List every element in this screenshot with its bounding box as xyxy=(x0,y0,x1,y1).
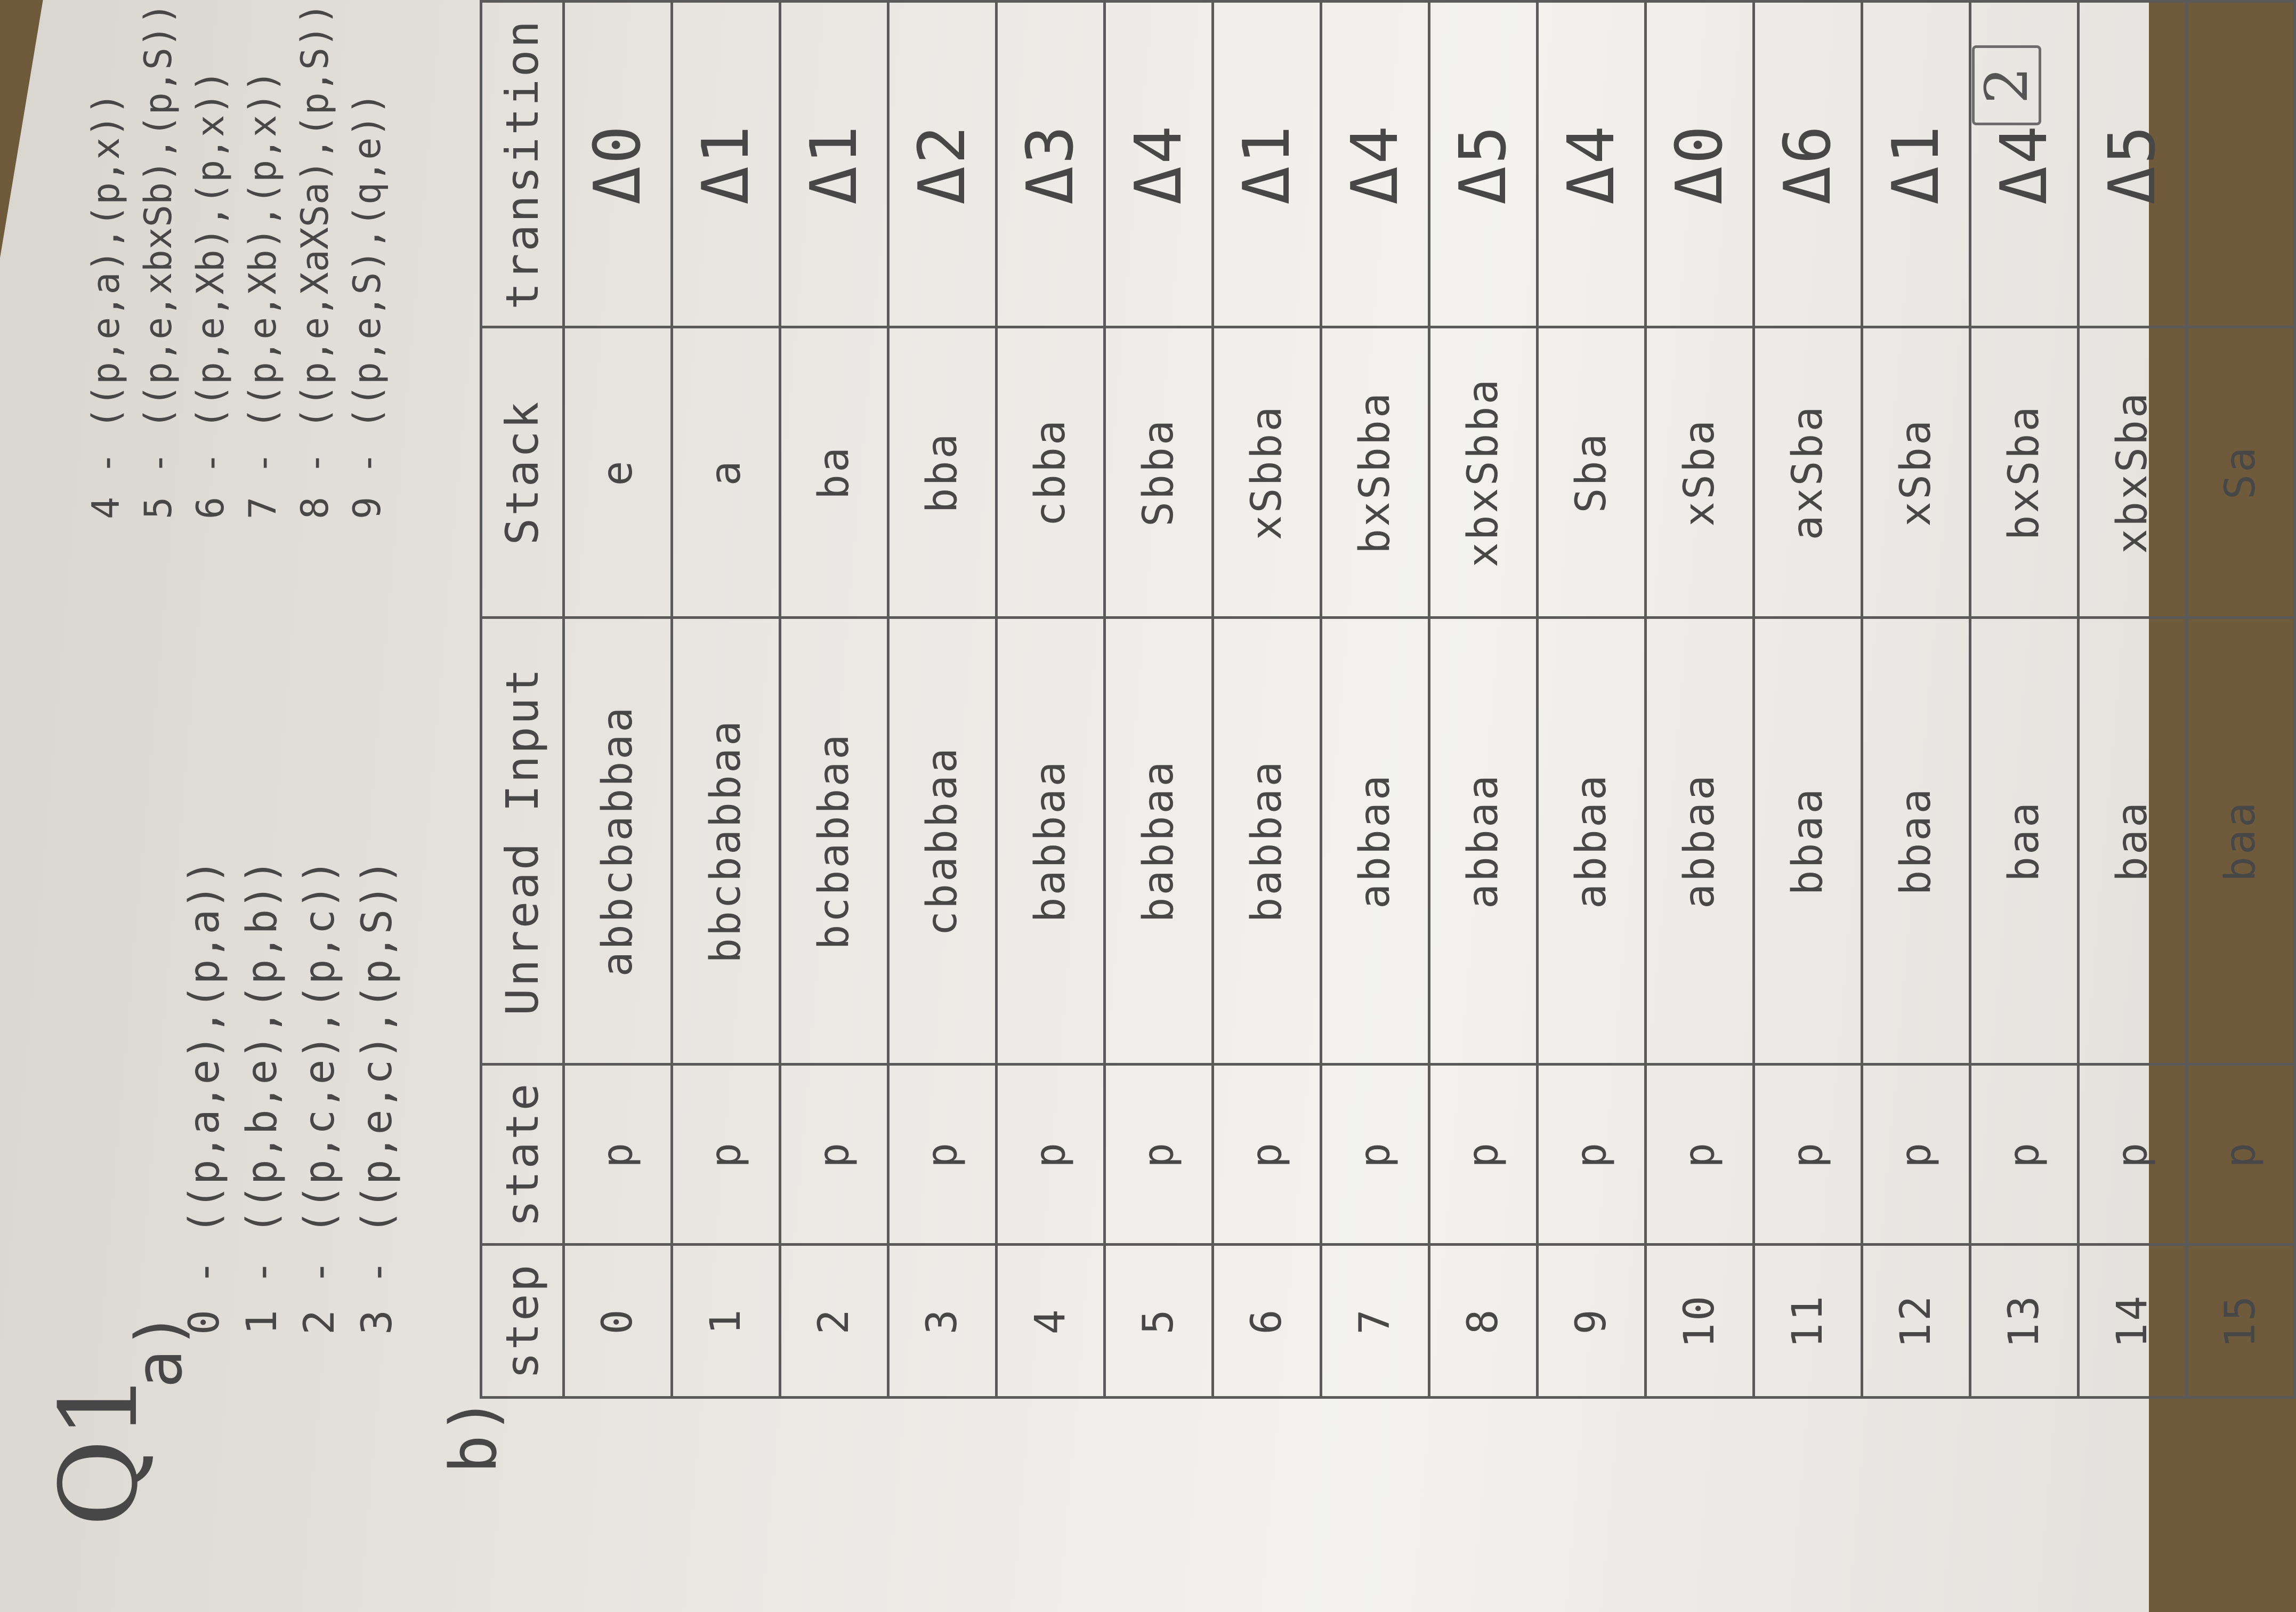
part-a-label: a) xyxy=(123,1311,197,1388)
cell-stack: Sa xyxy=(2187,327,2295,618)
rule: 1 - ((p,b,e),(p,b)) xyxy=(238,859,286,1335)
cell-transition: Δ0 xyxy=(1646,2,1754,327)
cell-step: 9 xyxy=(1538,1244,1646,1397)
cell-stack: xSbba xyxy=(1213,327,1321,618)
cell-unread-input: baa xyxy=(2079,618,2187,1065)
cell-transition: Δ2 xyxy=(888,2,997,327)
cell-stack: ba xyxy=(780,327,888,618)
question-label: Q1 xyxy=(37,1371,161,1527)
cell-stack: e xyxy=(564,327,672,618)
table-row xyxy=(780,2,888,1398)
table-body xyxy=(564,2,2295,1398)
table-row xyxy=(2187,2,2295,1398)
cell-state: p xyxy=(1754,1064,1862,1244)
cell-transition: Δ1 xyxy=(672,2,780,327)
cell-stack: bxSbba xyxy=(1321,327,1429,618)
header-state: state xyxy=(481,1064,564,1244)
pda-trace-table xyxy=(480,0,2296,1399)
cell-unread-input: bbaa xyxy=(1862,618,1970,1065)
rule: 8 - ((p,e,XaXSa),(p,S)) xyxy=(293,2,337,519)
cell-unread-input: cbabbaa xyxy=(888,618,997,1065)
cell-unread-input: babbaa xyxy=(997,618,1105,1065)
cell-step: 13 xyxy=(1970,1244,2079,1397)
cell-transition: Δ5 xyxy=(2079,2,2187,327)
cell-unread-input: abbaa xyxy=(1538,618,1646,1065)
rule: 2 - ((p,c,e),(p,c)) xyxy=(296,859,344,1335)
cell-state: p xyxy=(888,1064,997,1244)
transition-rules-right xyxy=(80,3,393,519)
cell-step: 14 xyxy=(2079,1244,2187,1397)
cell-stack: axSba xyxy=(1754,327,1862,618)
cell-stack: cbba xyxy=(997,327,1105,618)
cell-transition: Δ6 xyxy=(1754,2,1862,327)
cell-step: 6 xyxy=(1213,1244,1321,1397)
cell-unread-input: abbcbabbaa xyxy=(564,618,672,1065)
table-row xyxy=(564,2,672,1398)
cell-unread-input: bbaa xyxy=(1754,618,1862,1065)
cell-step: 3 xyxy=(888,1244,997,1397)
table-row xyxy=(1429,2,1538,1398)
cell-state: p xyxy=(780,1064,888,1244)
cell-transition: Δ5 xyxy=(1429,2,1538,327)
table-row xyxy=(1862,2,1970,1398)
cell-state: p xyxy=(2187,1064,2295,1244)
cell-transition: Δ4 xyxy=(1538,2,1646,327)
cell-state: p xyxy=(1538,1064,1646,1244)
cell-step: 5 xyxy=(1105,1244,1213,1397)
rule: 9 - ((p,e,S),(q,e)) xyxy=(345,92,389,519)
rule: 6 - ((p,e,Xb),(p,x)) xyxy=(189,70,232,519)
cell-transition: Δ1 xyxy=(1213,2,1321,327)
table-row xyxy=(997,2,1105,1398)
cell-stack: a xyxy=(672,327,780,618)
rule: 5 - ((p,e,xbxSb),(p,S)) xyxy=(136,2,180,519)
cell-stack: xbxSbba xyxy=(1429,327,1538,618)
cell-transition: Δ1 xyxy=(780,2,888,327)
cell-stack: Sba xyxy=(1538,327,1646,618)
cell-step: 8 xyxy=(1429,1244,1538,1397)
cell-state: p xyxy=(564,1064,672,1244)
cell-stack: bba xyxy=(888,327,997,618)
cell-stack: bxSba xyxy=(1970,327,2079,618)
table-row xyxy=(1213,2,1321,1398)
rule: 4 - ((p,e,a),(p,x)) xyxy=(84,92,128,519)
cell-unread-input: babbaa xyxy=(1105,618,1213,1065)
cell-transition xyxy=(2187,2,2295,327)
cell-step: 11 xyxy=(1754,1244,1862,1397)
cell-step: 15 xyxy=(2187,1244,2295,1397)
cell-unread-input: abbaa xyxy=(1429,618,1538,1065)
cell-stack: xSba xyxy=(1646,327,1754,618)
cell-state: p xyxy=(1321,1064,1429,1244)
cell-transition: Δ4 xyxy=(1321,2,1429,327)
cell-unread-input: babbaa xyxy=(1213,618,1321,1065)
cell-unread-input: baa xyxy=(2187,618,2295,1065)
part-b-label: b) xyxy=(437,1396,511,1473)
cell-state: p xyxy=(1429,1064,1538,1244)
cell-step: 7 xyxy=(1321,1244,1429,1397)
cell-unread-input: bbcbabbaa xyxy=(672,618,780,1065)
cell-step: 0 xyxy=(564,1244,672,1397)
table-row xyxy=(1754,2,1862,1398)
cell-step: 1 xyxy=(672,1244,780,1397)
cell-step: 10 xyxy=(1646,1244,1754,1397)
header-transition: transition xyxy=(481,2,564,327)
cell-stack: xSba xyxy=(1862,327,1970,618)
table-row xyxy=(888,2,997,1398)
rule: 7 - ((p,e,Xb),(p,x)) xyxy=(241,70,285,519)
cell-state: p xyxy=(672,1064,780,1244)
transition-rules-left xyxy=(176,859,406,1335)
header-stack: Stack xyxy=(481,327,564,618)
cell-unread-input: baa xyxy=(1970,618,2079,1065)
cell-state: p xyxy=(1646,1064,1754,1244)
header-unread-input: Unread Input xyxy=(481,618,564,1065)
cell-unread-input: abbaa xyxy=(1321,618,1429,1065)
cell-unread-input: abbaa xyxy=(1646,618,1754,1065)
cell-unread-input: bcbabbaa xyxy=(780,618,888,1065)
table-row xyxy=(672,2,780,1398)
cell-transition: Δ4 xyxy=(1970,2,2079,327)
table-row xyxy=(1646,2,1754,1398)
header-step: step xyxy=(481,1244,564,1397)
cell-transition: Δ1 xyxy=(1862,2,1970,327)
cell-step: 12 xyxy=(1862,1244,1970,1397)
cell-step: 4 xyxy=(997,1244,1105,1397)
cell-state: p xyxy=(1213,1064,1321,1244)
table-row xyxy=(2079,2,2187,1398)
cell-state: p xyxy=(1862,1064,1970,1244)
cell-stack: Sbba xyxy=(1105,327,1213,618)
page-number: 2 xyxy=(1972,45,2041,125)
cell-transition: Δ4 xyxy=(1105,2,1213,327)
rule: 0 - ((p,a,e),(p,a)) xyxy=(181,859,229,1335)
cell-state: p xyxy=(1105,1064,1213,1244)
table-header-row xyxy=(481,2,564,1398)
table-row xyxy=(1321,2,1429,1398)
cell-state: p xyxy=(2079,1064,2187,1244)
cell-state: p xyxy=(1970,1064,2079,1244)
cell-step: 2 xyxy=(780,1244,888,1397)
cell-transition: Δ0 xyxy=(564,2,672,327)
table-row xyxy=(1105,2,1213,1398)
cell-stack: xbxSba xyxy=(2079,327,2187,618)
table-row xyxy=(1970,2,2079,1398)
cell-state: p xyxy=(997,1064,1105,1244)
table-row xyxy=(1538,2,1646,1398)
cell-transition: Δ3 xyxy=(997,2,1105,327)
rule: 3 - ((p,e,c),(p,S)) xyxy=(353,859,401,1335)
